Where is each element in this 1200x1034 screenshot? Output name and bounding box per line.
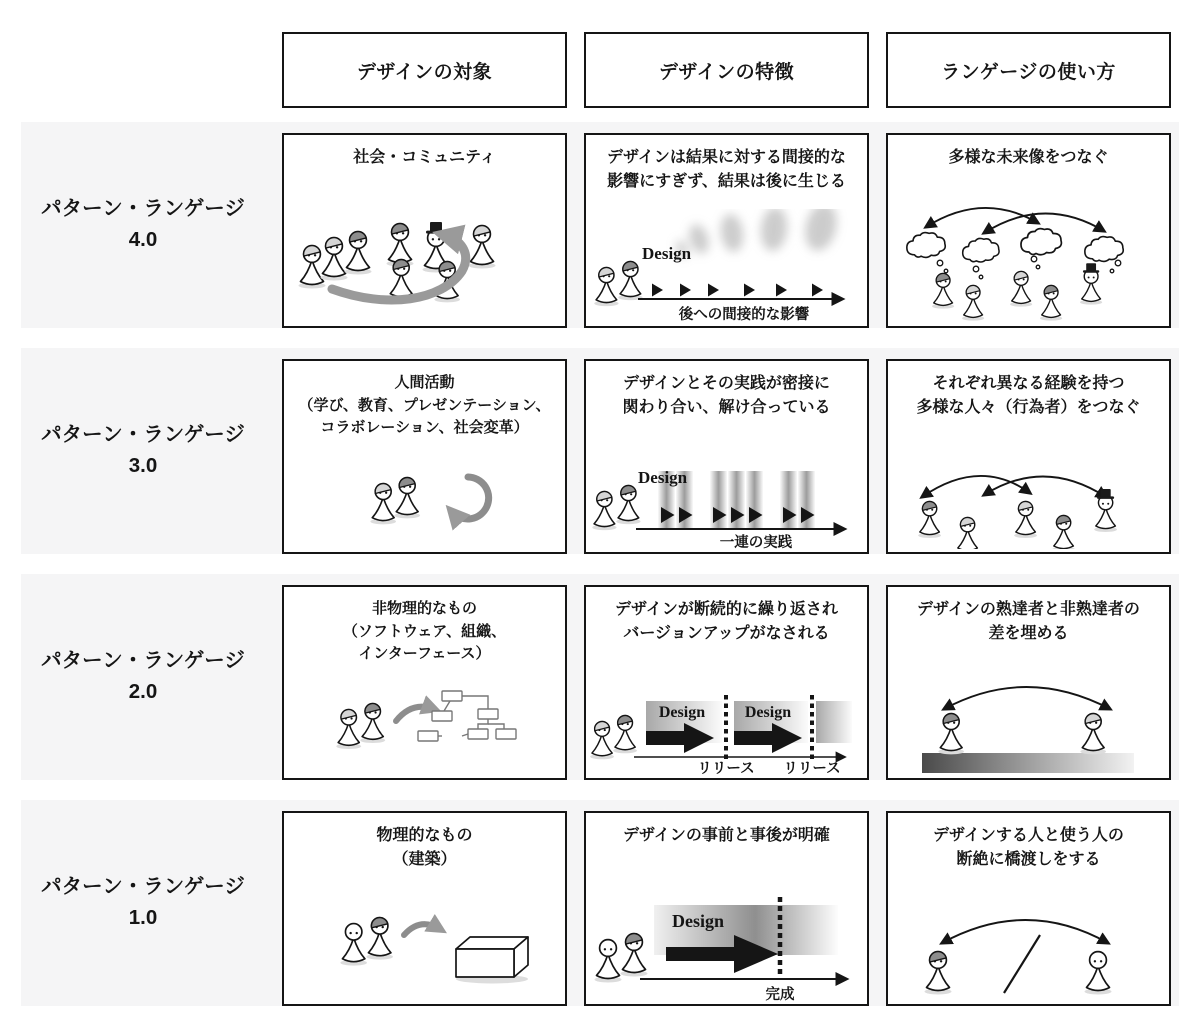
person-icon — [299, 244, 326, 289]
design-label: Design — [638, 468, 688, 487]
design-label: Design — [744, 704, 792, 721]
person-icon — [340, 924, 366, 966]
row-pattern-language-2-0 — [21, 574, 1179, 780]
cell-target-3-0 — [282, 359, 567, 554]
person-icon — [925, 950, 952, 995]
software-illustration — [282, 683, 567, 775]
cell-title: 人間活動 （学び、教育、プレゼンテーション、 コラボレーション、社会変革） — [298, 374, 551, 436]
row-label-1-0 — [21, 800, 265, 1006]
gradient-ground — [922, 753, 1134, 773]
thought-cloud-icon — [963, 238, 999, 262]
row-label-text: パターン・ランゲージ — [41, 649, 245, 673]
divide-slash — [1004, 935, 1040, 993]
create-arrow — [404, 924, 440, 935]
human-activity-illustration — [282, 457, 567, 549]
connect-futures-illustration — [886, 185, 1171, 323]
double-arrow-arc — [942, 920, 1108, 943]
person-icon — [394, 476, 420, 518]
person-icon — [613, 714, 637, 753]
cycle-arrow — [452, 477, 489, 519]
row-label-text: パターン・ランゲージ — [41, 875, 245, 899]
person-icon — [360, 702, 385, 743]
row-label-text: パターン・ランゲージ — [41, 423, 245, 447]
cell-title: それぞれ異なる経験を持つ 多様な人々（行為者）をつなぐ — [916, 375, 1141, 416]
design-label: Design — [658, 704, 706, 721]
person-icon — [1040, 284, 1062, 321]
thought-cloud-icon — [1085, 237, 1123, 262]
person-icon — [938, 712, 964, 754]
person-icon — [590, 720, 614, 759]
cuboid-icon — [456, 937, 528, 977]
bridge-gap-illustration — [886, 661, 1171, 775]
header-language-usage — [886, 32, 1171, 108]
person-icon — [321, 236, 348, 281]
completion-caption: 完成 — [765, 987, 795, 1001]
person-icon — [1052, 514, 1075, 549]
clear-before-after-illustration — [584, 863, 869, 1001]
design-label: Design — [672, 911, 725, 931]
cell-usage-4-0 — [886, 133, 1171, 328]
design-label: Design — [642, 244, 692, 263]
cell-target-1-0 — [282, 811, 567, 1006]
axis-caption: 一連の実践 — [719, 535, 793, 549]
continuous-practice-illustration — [584, 435, 869, 549]
row-label-version: 2.0 — [128, 680, 158, 703]
cell-feature-3-0 — [584, 359, 869, 554]
person-icon — [595, 940, 622, 983]
cell-title: デザインの事前と事後が明確 — [623, 827, 830, 844]
fade-band — [816, 701, 852, 743]
header-design-target — [282, 32, 567, 108]
org-chart — [418, 691, 516, 741]
header-label: デザインの特徴 — [658, 61, 795, 83]
physical-thing-illustration — [282, 887, 567, 1001]
row-pattern-language-3-0 — [21, 348, 1179, 554]
person-hat-icon — [1080, 263, 1102, 304]
row-label-version: 3.0 — [128, 454, 158, 477]
person-icon — [366, 916, 392, 960]
person-icon — [1085, 952, 1112, 995]
cell-feature-1-0 — [584, 811, 869, 1006]
cell-usage-2-0 — [886, 585, 1171, 780]
header-design-feature — [584, 32, 869, 108]
row-pattern-language-1-0 — [21, 800, 1179, 1006]
cell-title: 物理的なもの （建築） — [376, 827, 473, 868]
row-pattern-language-4-0 — [21, 122, 1179, 328]
cell-title: デザインの熟達者と非熟達者の 差を埋める — [917, 601, 1140, 642]
version-up-illustration — [584, 661, 869, 775]
cell-title: デザインが断続的に繰り返され バージョンアップがなされる — [615, 601, 838, 642]
person-icon — [592, 490, 616, 530]
cell-title: デザインする人と使う人の 断絶に橋渡しをする — [933, 827, 1124, 868]
cell-title: 多様な未来像をつなぐ — [948, 149, 1109, 166]
person-icon — [962, 284, 984, 321]
cell-feature-2-0 — [584, 585, 869, 780]
double-arrow-arc — [944, 687, 1110, 709]
person-icon — [621, 932, 648, 977]
cell-target-4-0 — [282, 133, 567, 328]
cell-title: デザインは結果に対する間接的な 影響にすぎず、結果は後に生じる — [607, 149, 846, 190]
row-label-version: 4.0 — [128, 228, 158, 251]
community-illustration — [282, 185, 567, 323]
person-icon — [1080, 712, 1106, 754]
cell-target-2-0 — [282, 585, 567, 780]
header-label: デザインの対象 — [356, 61, 493, 83]
row-label-text: パターン・ランゲージ — [41, 197, 245, 221]
thought-cloud-icon — [1021, 229, 1061, 255]
person-icon — [1010, 270, 1032, 307]
blurry-result-blobs — [674, 209, 841, 259]
release-caption: リリース — [697, 761, 755, 775]
person-icon — [336, 708, 361, 749]
person-icon — [618, 260, 642, 300]
person-icon — [469, 224, 496, 269]
row-label-3-0 — [21, 348, 265, 554]
person-icon — [616, 484, 640, 524]
row-label-version: 1.0 — [128, 906, 158, 929]
cell-title: 社会・コミュニティ — [353, 149, 496, 166]
connect-arc — [922, 476, 1030, 497]
create-arrow — [396, 707, 434, 721]
row-label-4-0 — [21, 122, 265, 328]
header-spacer — [21, 32, 265, 108]
person-icon — [345, 230, 372, 275]
cell-title: 非物理的なもの （ソフトウェア、組織、 インターフェース） — [342, 600, 507, 662]
person-icon — [594, 266, 618, 306]
cell-feature-4-0 — [584, 133, 869, 328]
person-icon — [956, 516, 979, 549]
thought-cloud-icon — [907, 233, 945, 258]
connect-people-illustration — [886, 435, 1171, 549]
indirect-influence-illustration — [584, 209, 869, 323]
release-caption: リリース — [783, 761, 841, 775]
person-icon — [1014, 500, 1037, 538]
bridge-divide-illustration — [886, 887, 1171, 1001]
axis-caption: 後への間接的な影響 — [678, 307, 810, 323]
header-label: ランゲージの使い方 — [941, 61, 1116, 83]
person-icon — [370, 482, 396, 524]
person-icon — [918, 500, 941, 538]
person-icon — [932, 272, 954, 309]
cell-usage-1-0 — [886, 811, 1171, 1006]
cell-title: デザインとその実践が密接に 関わり合い、解け合っている — [622, 375, 831, 416]
header-row — [21, 0, 1179, 108]
row-label-2-0 — [21, 574, 265, 780]
cell-usage-3-0 — [886, 359, 1171, 554]
small-step-arrows — [652, 284, 823, 297]
person-hat-icon — [1094, 489, 1117, 532]
